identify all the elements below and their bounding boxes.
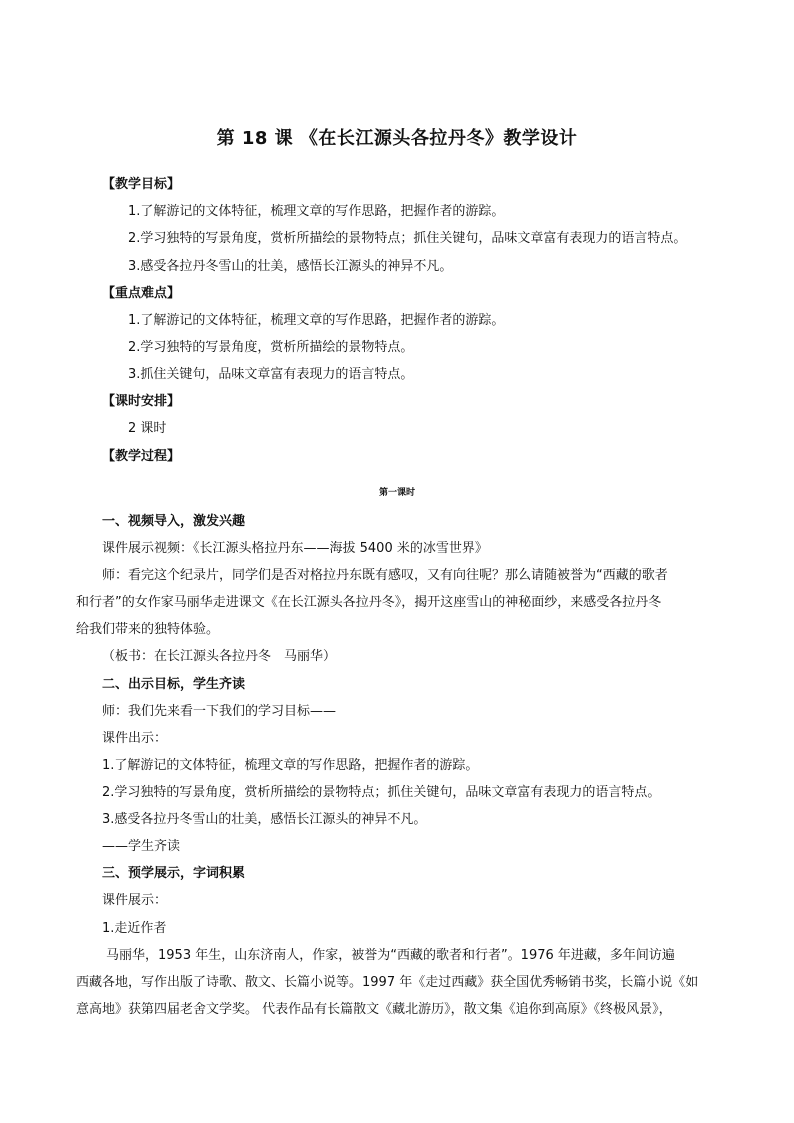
goal-item: 3.感受各拉丹冬雪山的壮美，感悟长江源头的神异不凡。 (128, 259, 453, 274)
author-line: 马丽华，1953 年生，山东济南人，作家，被誉为“西藏的歌者和行者”。1976 年进藏，多年间访遍 (106, 948, 675, 963)
section-heading-goals: 【教学目标】 (102, 177, 181, 192)
keypoint-item: 3.抓住关键句，品味文章富有表现力的语言特点。 (128, 367, 414, 382)
page-title: 第 18 课 《在长江源头各拉丹冬》教学设计 (216, 128, 578, 149)
part1-board: （板书：在长江源头各拉丹冬 马丽华） (102, 649, 337, 664)
goal-item: 1.了解游记的文体特征，梳理文章的写作思路，把握作者的游踪。 (128, 204, 505, 219)
part2-teacher: 师：我们先来看一下我们的学习目标—— (102, 704, 337, 719)
goal-item: 2.学习独特的写景角度，赏析所描绘的景物特点；抓住关键句，品味文章富有表现力的语言特点。 (128, 231, 687, 246)
lesson-label: 第一课时 (378, 488, 415, 498)
section-heading-keypoints: 【重点难点】 (102, 286, 181, 301)
part3-courseware: 课件展示： (102, 893, 168, 908)
part2-item: 2.学习独特的写景角度，赏析所描绘的景物特点；抓住关键句，品味文章富有表现力的语言特点。 (102, 785, 661, 800)
part3-sub: 1.走近作者 (102, 921, 167, 936)
keypoint-item: 1.了解游记的文体特征，梳理文章的写作思路，把握作者的游踪。 (128, 313, 505, 328)
part1-video: 课件展示视频：《长江源头格拉丹东——海拔 5400 米的冰雪世界》 (102, 541, 488, 556)
author-line: 意高地》获第四届老舍文学奖。 代表作品有长篇散文《藏北游历》，散文集《追你到高原》《终极风景》， (76, 1002, 672, 1017)
part2-read: ——学生齐读 (102, 839, 181, 854)
part2-item: 3.感受各拉丹冬雪山的壮美，感悟长江源头的神异不凡。 (102, 812, 427, 827)
section-heading-process: 【教学过程】 (102, 449, 181, 464)
part1-teacher-line: 给我们带来的独特体验。 (76, 622, 220, 637)
author-line: 西藏各地，写作出版了诗歌、散文、长篇小说等。1997 年《走过西藏》获全国优秀畅销书奖，长篇小说《如 (76, 975, 699, 990)
part3-title: 三、预学展示，字词积累 (102, 866, 246, 881)
part2-courseware: 课件出示： (102, 731, 168, 746)
part2-item: 1.了解游记的文体特征，梳理文章的写作思路，把握作者的游踪。 (102, 758, 479, 773)
schedule-text: 2 课时 (128, 421, 167, 436)
keypoint-item: 2.学习独特的写景角度，赏析所描绘的景物特点。 (128, 340, 414, 355)
section-heading-schedule: 【课时安排】 (102, 394, 181, 409)
part2-title: 二、出示目标，学生齐读 (102, 677, 246, 692)
part1-title: 一、视频导入，激发兴趣 (102, 514, 246, 529)
part1-teacher-line: 和行者”的女作家马丽华走进课文《在长江源头各拉丹冬》，揭开这座雪山的神秘面纱，来感受各拉丹冬 (76, 595, 662, 610)
part1-teacher-line: 师：看完这个纪录片，同学们是否对格拉丹东既有感叹，又有向往呢？那么请随被誉为“西藏的歌者 (102, 568, 668, 583)
